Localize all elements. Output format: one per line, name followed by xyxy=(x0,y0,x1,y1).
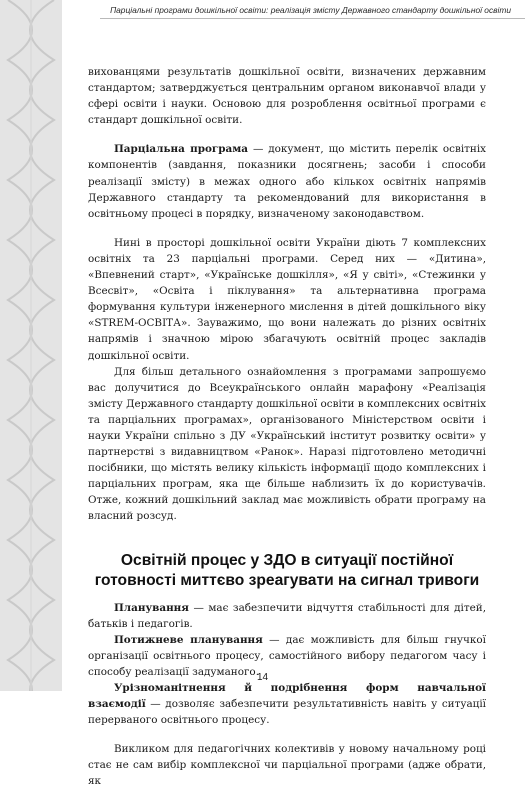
paragraph: Парціальна програма — документ, що містить перелік освітніх компонентів (завдання, показники досягнень; засоби і способи реалізації змісту) в межах одного або кількох освітніх напрямів Державного стандарту та рекомендований для використання в освітньому процесі в порядку, визначеному законодавством. xyxy=(88,143,486,220)
decorative-border-ornament xyxy=(0,0,62,691)
paragraph: Урізноманітнення й подрібнення форм навчальної взаємодії — дозволяє забезпечити результативність навіть у ситуації перерваного освітнього процесу. xyxy=(88,682,486,727)
page-number: 14 xyxy=(256,672,269,683)
running-header-text: Парціальні програми дошкільної освіти: реалізація змісту Державного стандарту дошкільної освіти xyxy=(110,5,511,15)
paragraph: Викликом для педагогічних колективів у новому начальному році стає не сам вибір комплексної чи парціальної програми (адже обрати, як xyxy=(88,743,486,788)
term-partial-program: Парціальна програма xyxy=(114,143,249,156)
section-title: Освітній процес у ЗДО в ситуації постійної готовності миттєво зреагувати на сигнал тривоги xyxy=(94,551,480,589)
term-weekly-planning: Потижневе планування xyxy=(114,633,263,646)
paragraph: Для більш детального ознайомлення з програмами запрошуємо вас долучитися до Всеукраїнського онлайн марафону «Реалізація змісту Державного стандарту дошкільної освіти в комплексних освітніх та парціальних програмах», організованого Міністерством освіти і науки України спільно з ДУ «Український інститут розвитку освіти» у партнерстві з видавництвом «Ранок». Наразі підготовлено методичні посібники, що містять велику кількість інформації щодо комплексних і парціальних програм, яка ще більше наблизить їх до користувачів. Отже, кожний дошкільний заклад має можливість обрати програму на власний розсуд. xyxy=(88,365,486,523)
paragraph: вихованцями результатів дошкільної освіти, визначених державним стандартом; затверджується центральним органом виконавчої влади у сфері освіти і науки. Основою для розроблення освітньої програми є стандарт дошкільної освіти. xyxy=(88,66,486,127)
paragraph: Нині в просторі дошкільної освіти України діють 7 комплексних освітніх та 23 парціальні програми. Серед них — «Дитина», «Впевнений старт», «Українське дошкілля», «Я у світі», «Стежинки у Всесвіт», «Освіта і піклування» та альтернативна програма формування культури інженерного мислення в дітей дошкільного віку «STREM-ОСВІТА». Зауважимо, що вони належать до різних освітніх напрямів і значною мірою збагачують освітній процес закладів дошкільної освіти. xyxy=(88,236,486,362)
paragraph: Планування — має забезпечити відчуття стабільності для дітей, батьків і педагогів. xyxy=(88,601,486,630)
term-diversification: Урізноманітнення й подрібнення форм навчальної взаємодії xyxy=(88,682,486,711)
running-header xyxy=(100,0,525,19)
term-planning: Планування xyxy=(114,601,189,614)
paragraph: Потижневе планування — дає можливість для більш гнучкої організації освітнього процесу, самостійного вибору педагогом часу і способу реалізації задуманого. xyxy=(88,633,486,678)
